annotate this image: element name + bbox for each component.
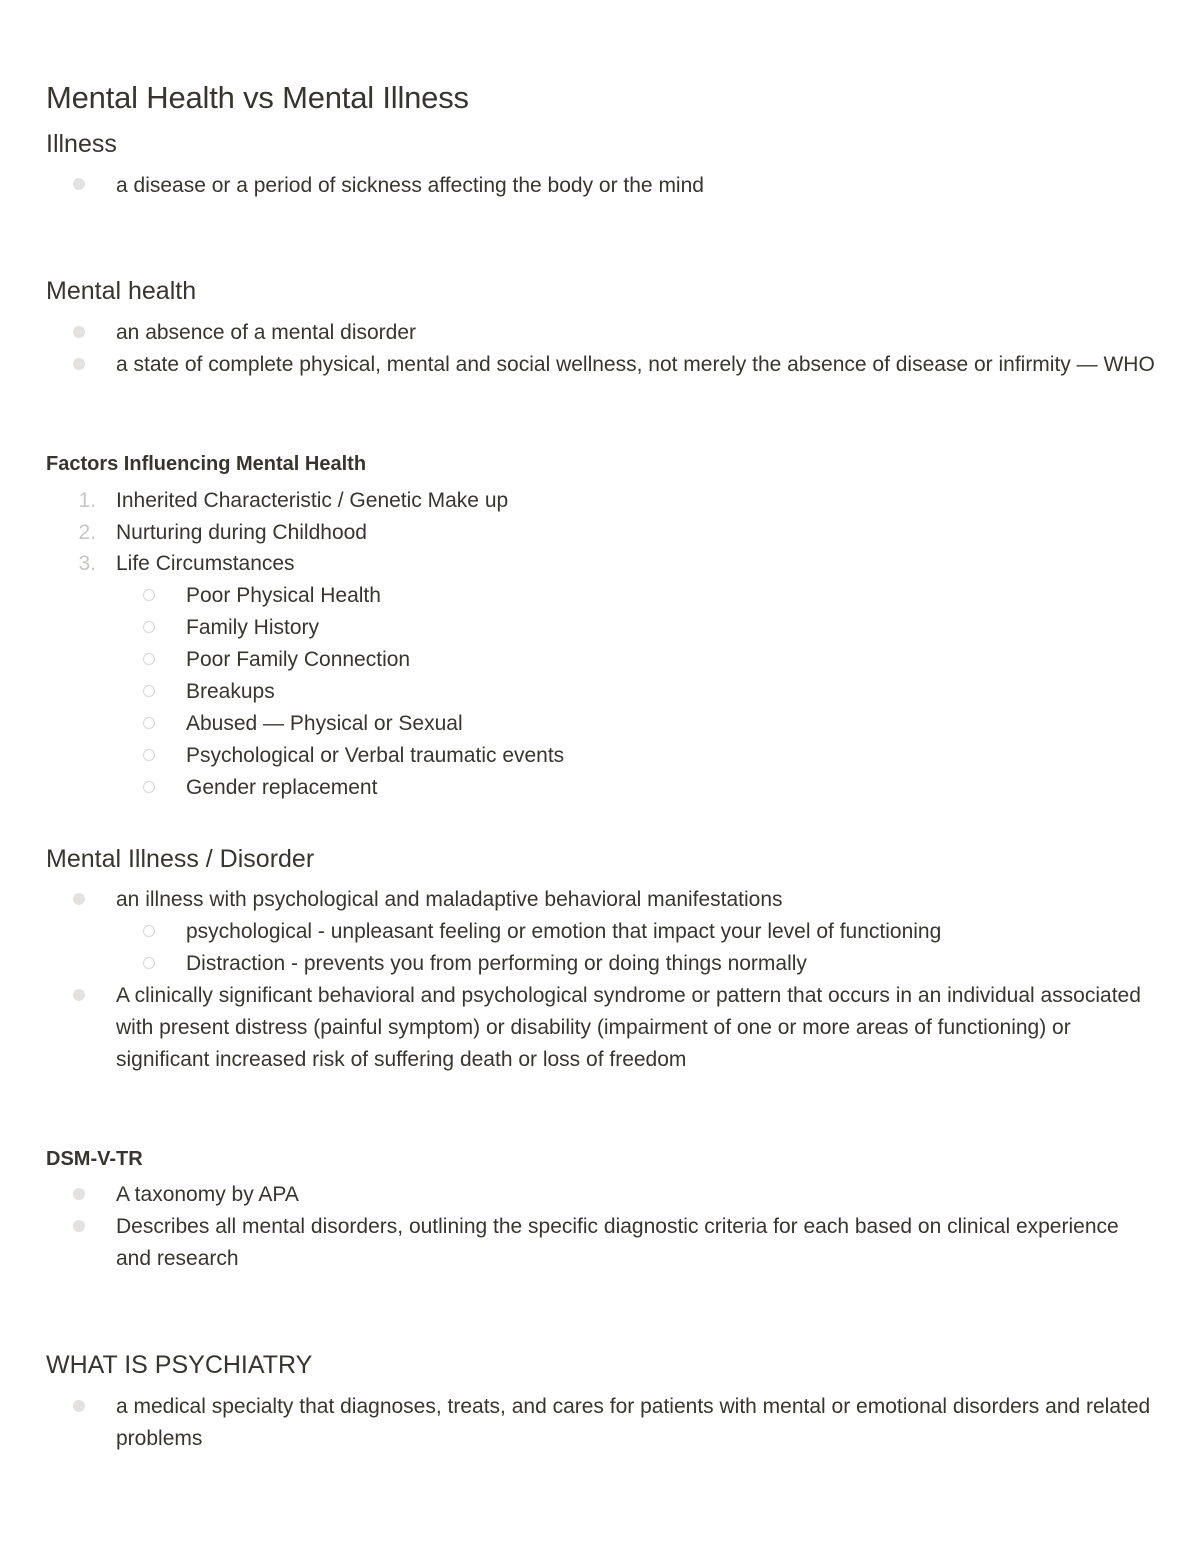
psychiatry-heading: WHAT IS PSYCHIATRY — [46, 1351, 313, 1379]
bullet-icon — [73, 178, 85, 190]
list-number: 1. — [78, 489, 96, 512]
mental-illness-bullet-2: A clinically significant behavioral and psychological syndrome or pattern that occurs in an individual associated with present distress (painful symptom) or disability (impairment of one or more areas of functioning) or significant increased risk of suffering death or loss of freedom — [116, 984, 1141, 1071]
psychiatry-bullet: a medical specialty that diagnoses, treats, and cares for patients with mental or emotional disorders and related problems — [116, 1395, 1151, 1450]
dsm-bullet-2: Describes all mental disorders, outlining the specific diagnostic criteria for each based on clinical experience and research — [116, 1215, 1119, 1270]
page-title: Mental Health vs Mental Illness — [46, 80, 469, 115]
sub-bullet-icon — [143, 685, 155, 697]
sub-bullet-icon — [143, 621, 155, 633]
bullet-icon — [73, 893, 85, 905]
factor-sub-item: Family History — [186, 616, 320, 639]
dsm-heading: DSM-V-TR — [46, 1148, 143, 1170]
bullet-icon — [73, 326, 85, 338]
factor-sub-item: Psychological or Verbal traumatic events — [186, 744, 565, 767]
sub-bullet-icon — [143, 957, 155, 969]
sub-bullet-icon — [143, 749, 155, 761]
factor-sub-item: Poor Physical Health — [186, 584, 381, 607]
mental-health-bullet-1: an absence of a mental disorder — [116, 321, 417, 344]
sub-bullet-icon — [143, 925, 155, 937]
factor-sub-item: Breakups — [186, 680, 275, 703]
mental-illness-heading: Mental Illness / Disorder — [46, 845, 315, 873]
factor-sub-item: Poor Family Connection — [186, 648, 411, 671]
bullet-icon — [73, 989, 85, 1001]
factor-item-2: Nurturing during Childhood — [116, 521, 367, 544]
mental-illness-bullet-1: an illness with psychological and maladaptive behavioral manifestations — [116, 888, 783, 911]
factors-heading: Factors Influencing Mental Health — [46, 453, 367, 475]
mental-health-heading: Mental health — [46, 277, 197, 305]
bullet-icon — [73, 358, 85, 370]
illness-bullet: a disease or a period of sickness affecting the body or the mind — [116, 174, 704, 197]
list-number: 2. — [78, 521, 96, 544]
factor-sub-item: Abused — Physical or Sexual — [186, 712, 463, 735]
factor-item-3: Life Circumstances — [116, 552, 295, 575]
bullet-icon — [73, 1220, 85, 1232]
bullet-icon — [73, 1188, 85, 1200]
dsm-bullet-1: A taxonomy by APA — [116, 1183, 299, 1206]
mental-illness-sub-bullet: psychological - unpleasant feeling or emotion that impact your level of functioning — [186, 920, 942, 943]
illness-heading: Illness — [46, 130, 117, 158]
list-number: 3. — [78, 552, 96, 575]
sub-bullet-icon — [143, 717, 155, 729]
factor-sub-item: Gender replacement — [186, 776, 378, 799]
sub-bullet-icon — [143, 781, 155, 793]
factor-item-1: Inherited Characteristic / Genetic Make up — [116, 489, 509, 512]
bullet-icon — [73, 1400, 85, 1412]
mental-health-bullet-2: a state of complete physical, mental and social wellness, not merely the absence of disease or infirmity — WHO — [116, 353, 1155, 376]
mental-illness-sub-bullet: Distraction - prevents you from performing or doing things normally — [186, 952, 807, 975]
sub-bullet-icon — [143, 589, 155, 601]
sub-bullet-icon — [143, 653, 155, 665]
